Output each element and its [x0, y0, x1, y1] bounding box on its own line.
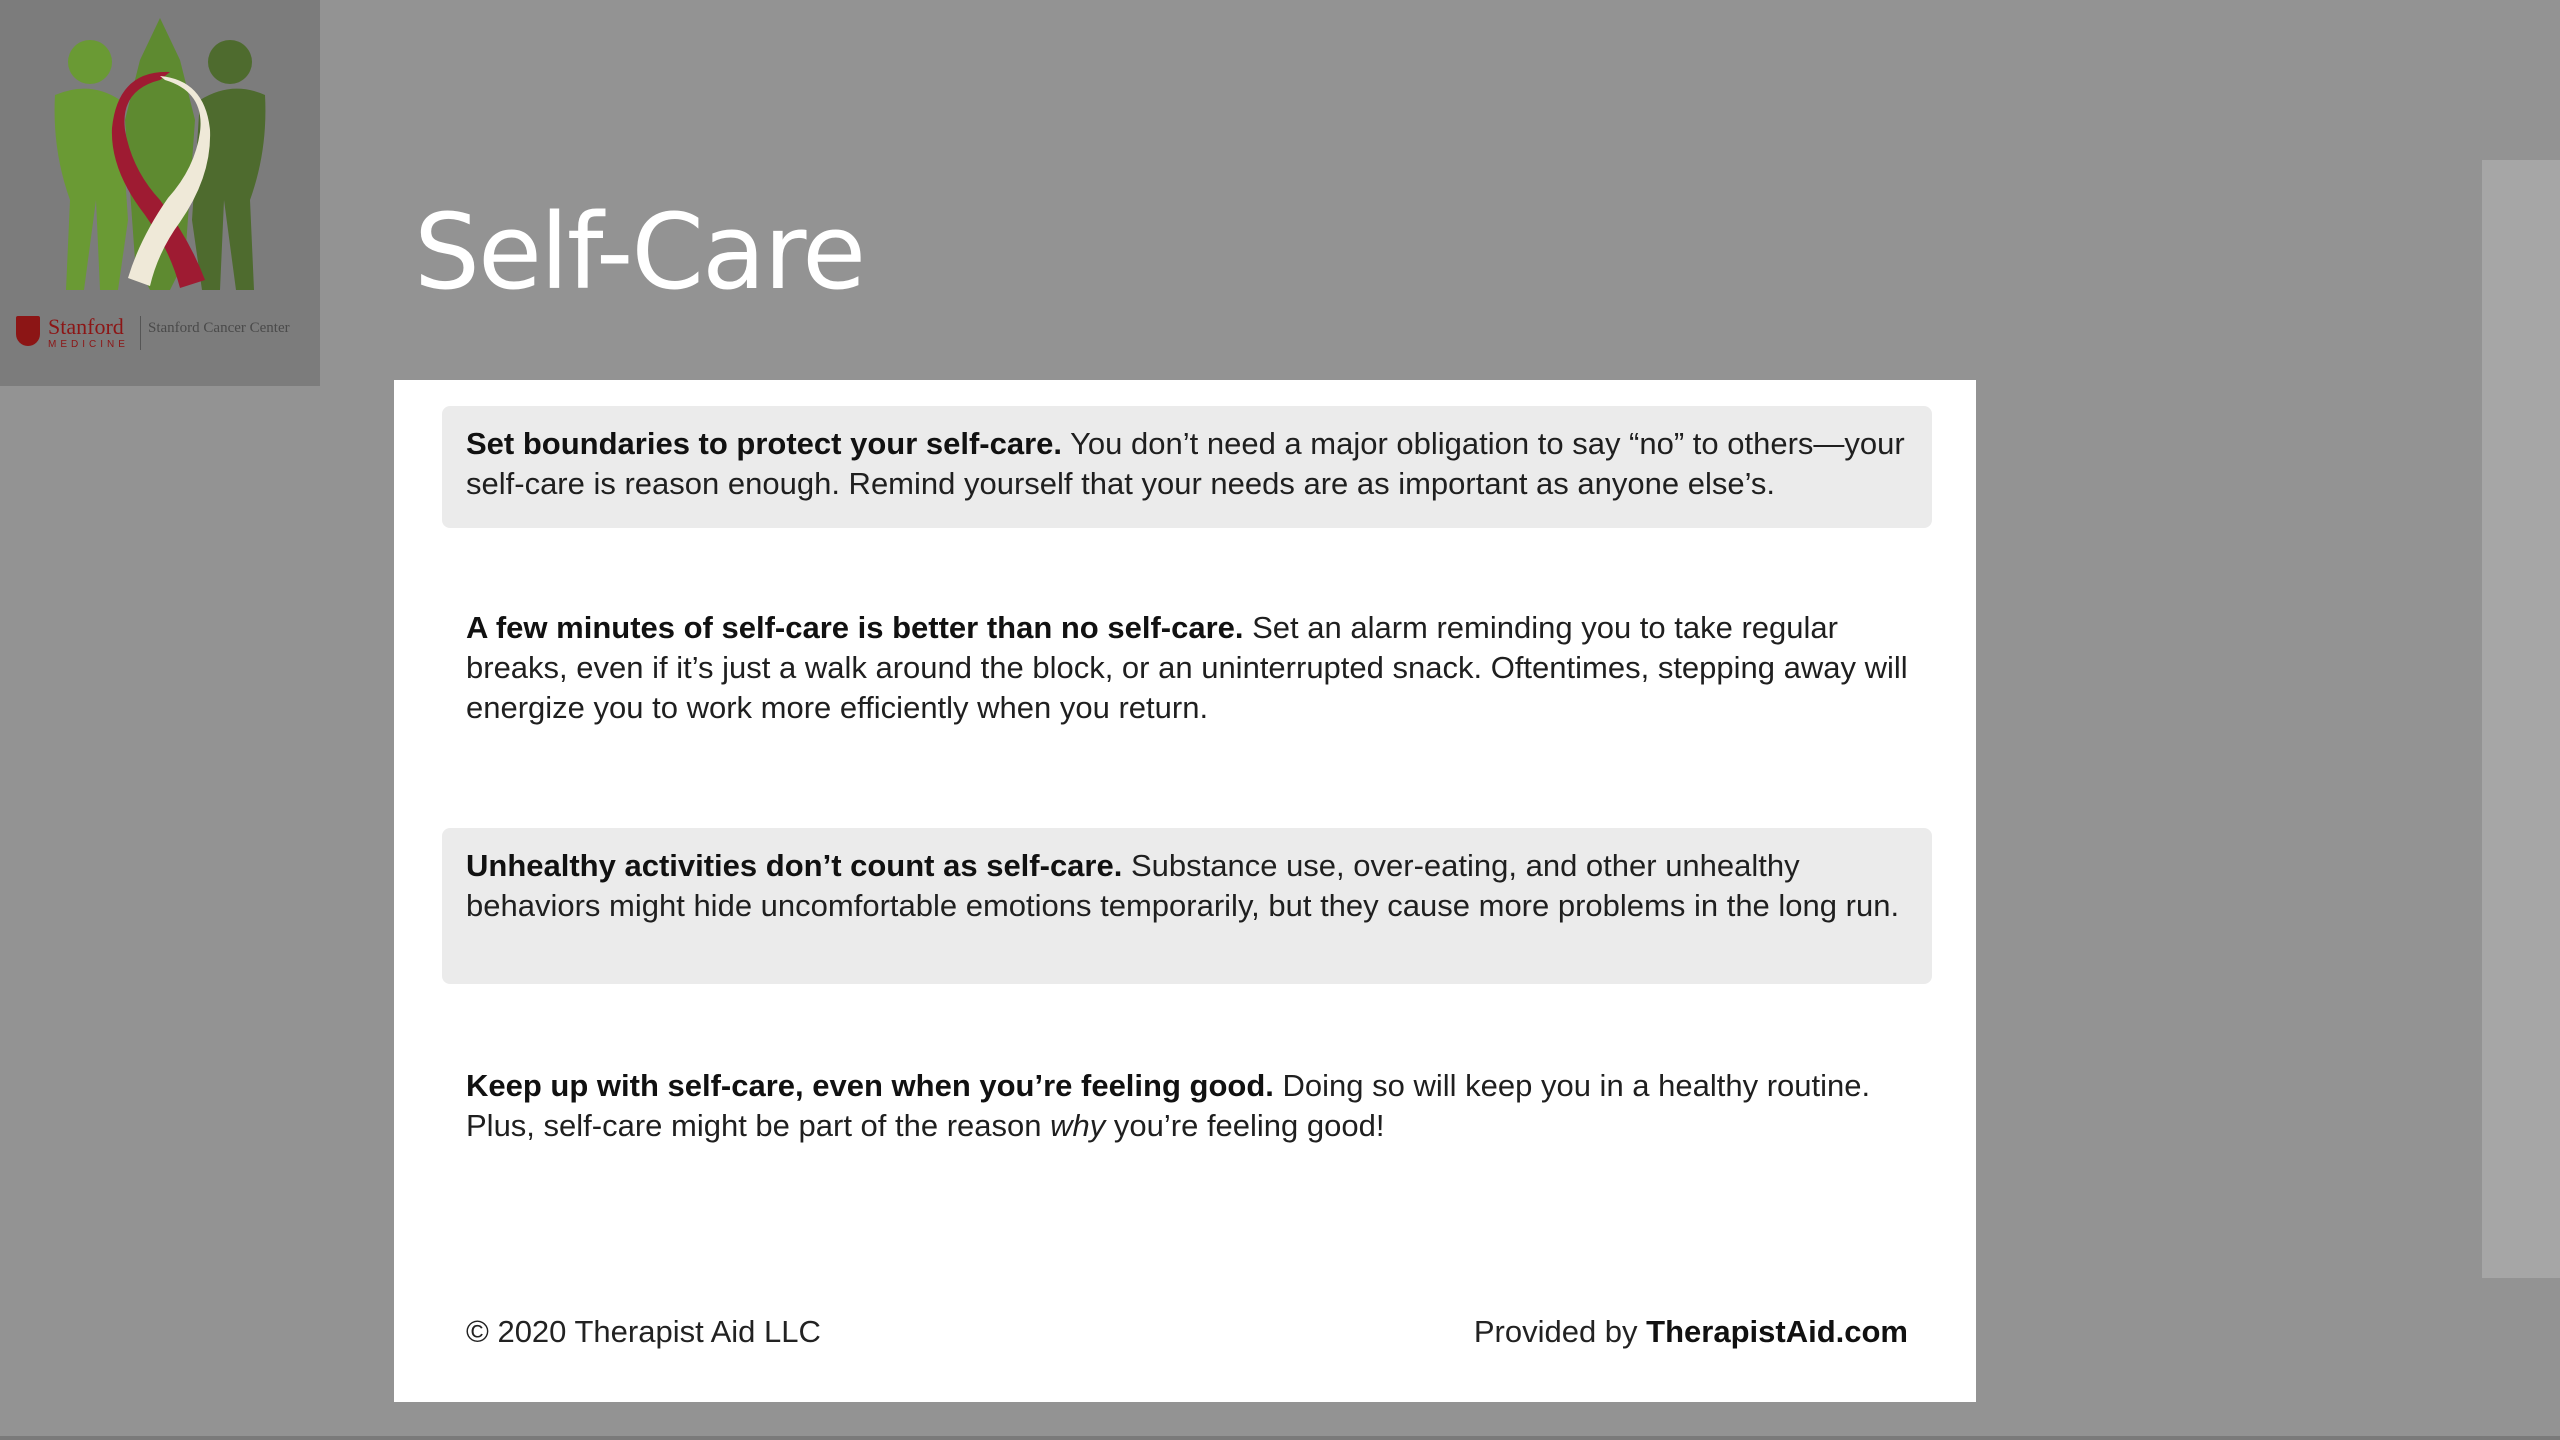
provided-by: [1474, 1314, 1908, 1350]
tip-2: [442, 590, 1932, 754]
bottom-strip: [0, 1436, 2560, 1440]
copyright: © 2020 Therapist Aid LLC: [466, 1314, 821, 1349]
tip-1-heading: Set boundaries to protect your self-care.: [466, 426, 1063, 461]
tip-1-text: You don’t need a major obligation to say “no” to others—your self-care is reason enough. Remind yourself that your needs are as important as anyone else’s.: [466, 426, 1905, 501]
tip-2-text: Set an alarm reminding you to take regular breaks, even if it’s just a walk around the block, or an uninterrupted snack. Oftentimes, stepping away will energize you to work more efficiently when you return.: [466, 610, 1908, 725]
tip-4-text-after: you’re feeling good!: [1105, 1108, 1385, 1143]
logo-sub: MEDICINE: [48, 339, 129, 350]
logo-center-name: Stanford Cancer Center: [148, 320, 290, 336]
logo-name: Stanford: [48, 314, 124, 339]
tip-4-heading: Keep up with self-care, even when you’re feeling good.: [466, 1068, 1274, 1103]
tip-1: [442, 406, 1932, 528]
logo-divider: [140, 316, 141, 350]
tip-3: [442, 828, 1932, 984]
stanford-shield-icon: [16, 316, 40, 346]
tip-4: [442, 1048, 1932, 1170]
worksheet-card: [394, 380, 1976, 1402]
logo: [0, 0, 320, 386]
provider-link[interactable]: TherapistAid.com: [1646, 1314, 1908, 1349]
side-panel: [2482, 160, 2560, 1278]
tip-2-heading: A few minutes of self-care is better than no self-care.: [466, 610, 1244, 645]
provided-by-prefix: Provided by: [1473, 1314, 1647, 1349]
tip-4-italic: why: [1050, 1108, 1106, 1143]
page-title: Self-Care: [414, 191, 865, 313]
people-ribbon-logo-icon: [0, 0, 320, 310]
tip-4-text-before: Doing so will keep you in a healthy routine. Plus, self-care might be part of the reason: [466, 1068, 1871, 1143]
tip-3-heading: Unhealthy activities don’t count as self-care.: [466, 848, 1123, 883]
tip-3-text: Substance use, over-eating, and other unhealthy behaviors might hide uncomfortable emotions temporarily, but they cause more problems in the long run.: [466, 848, 1900, 923]
